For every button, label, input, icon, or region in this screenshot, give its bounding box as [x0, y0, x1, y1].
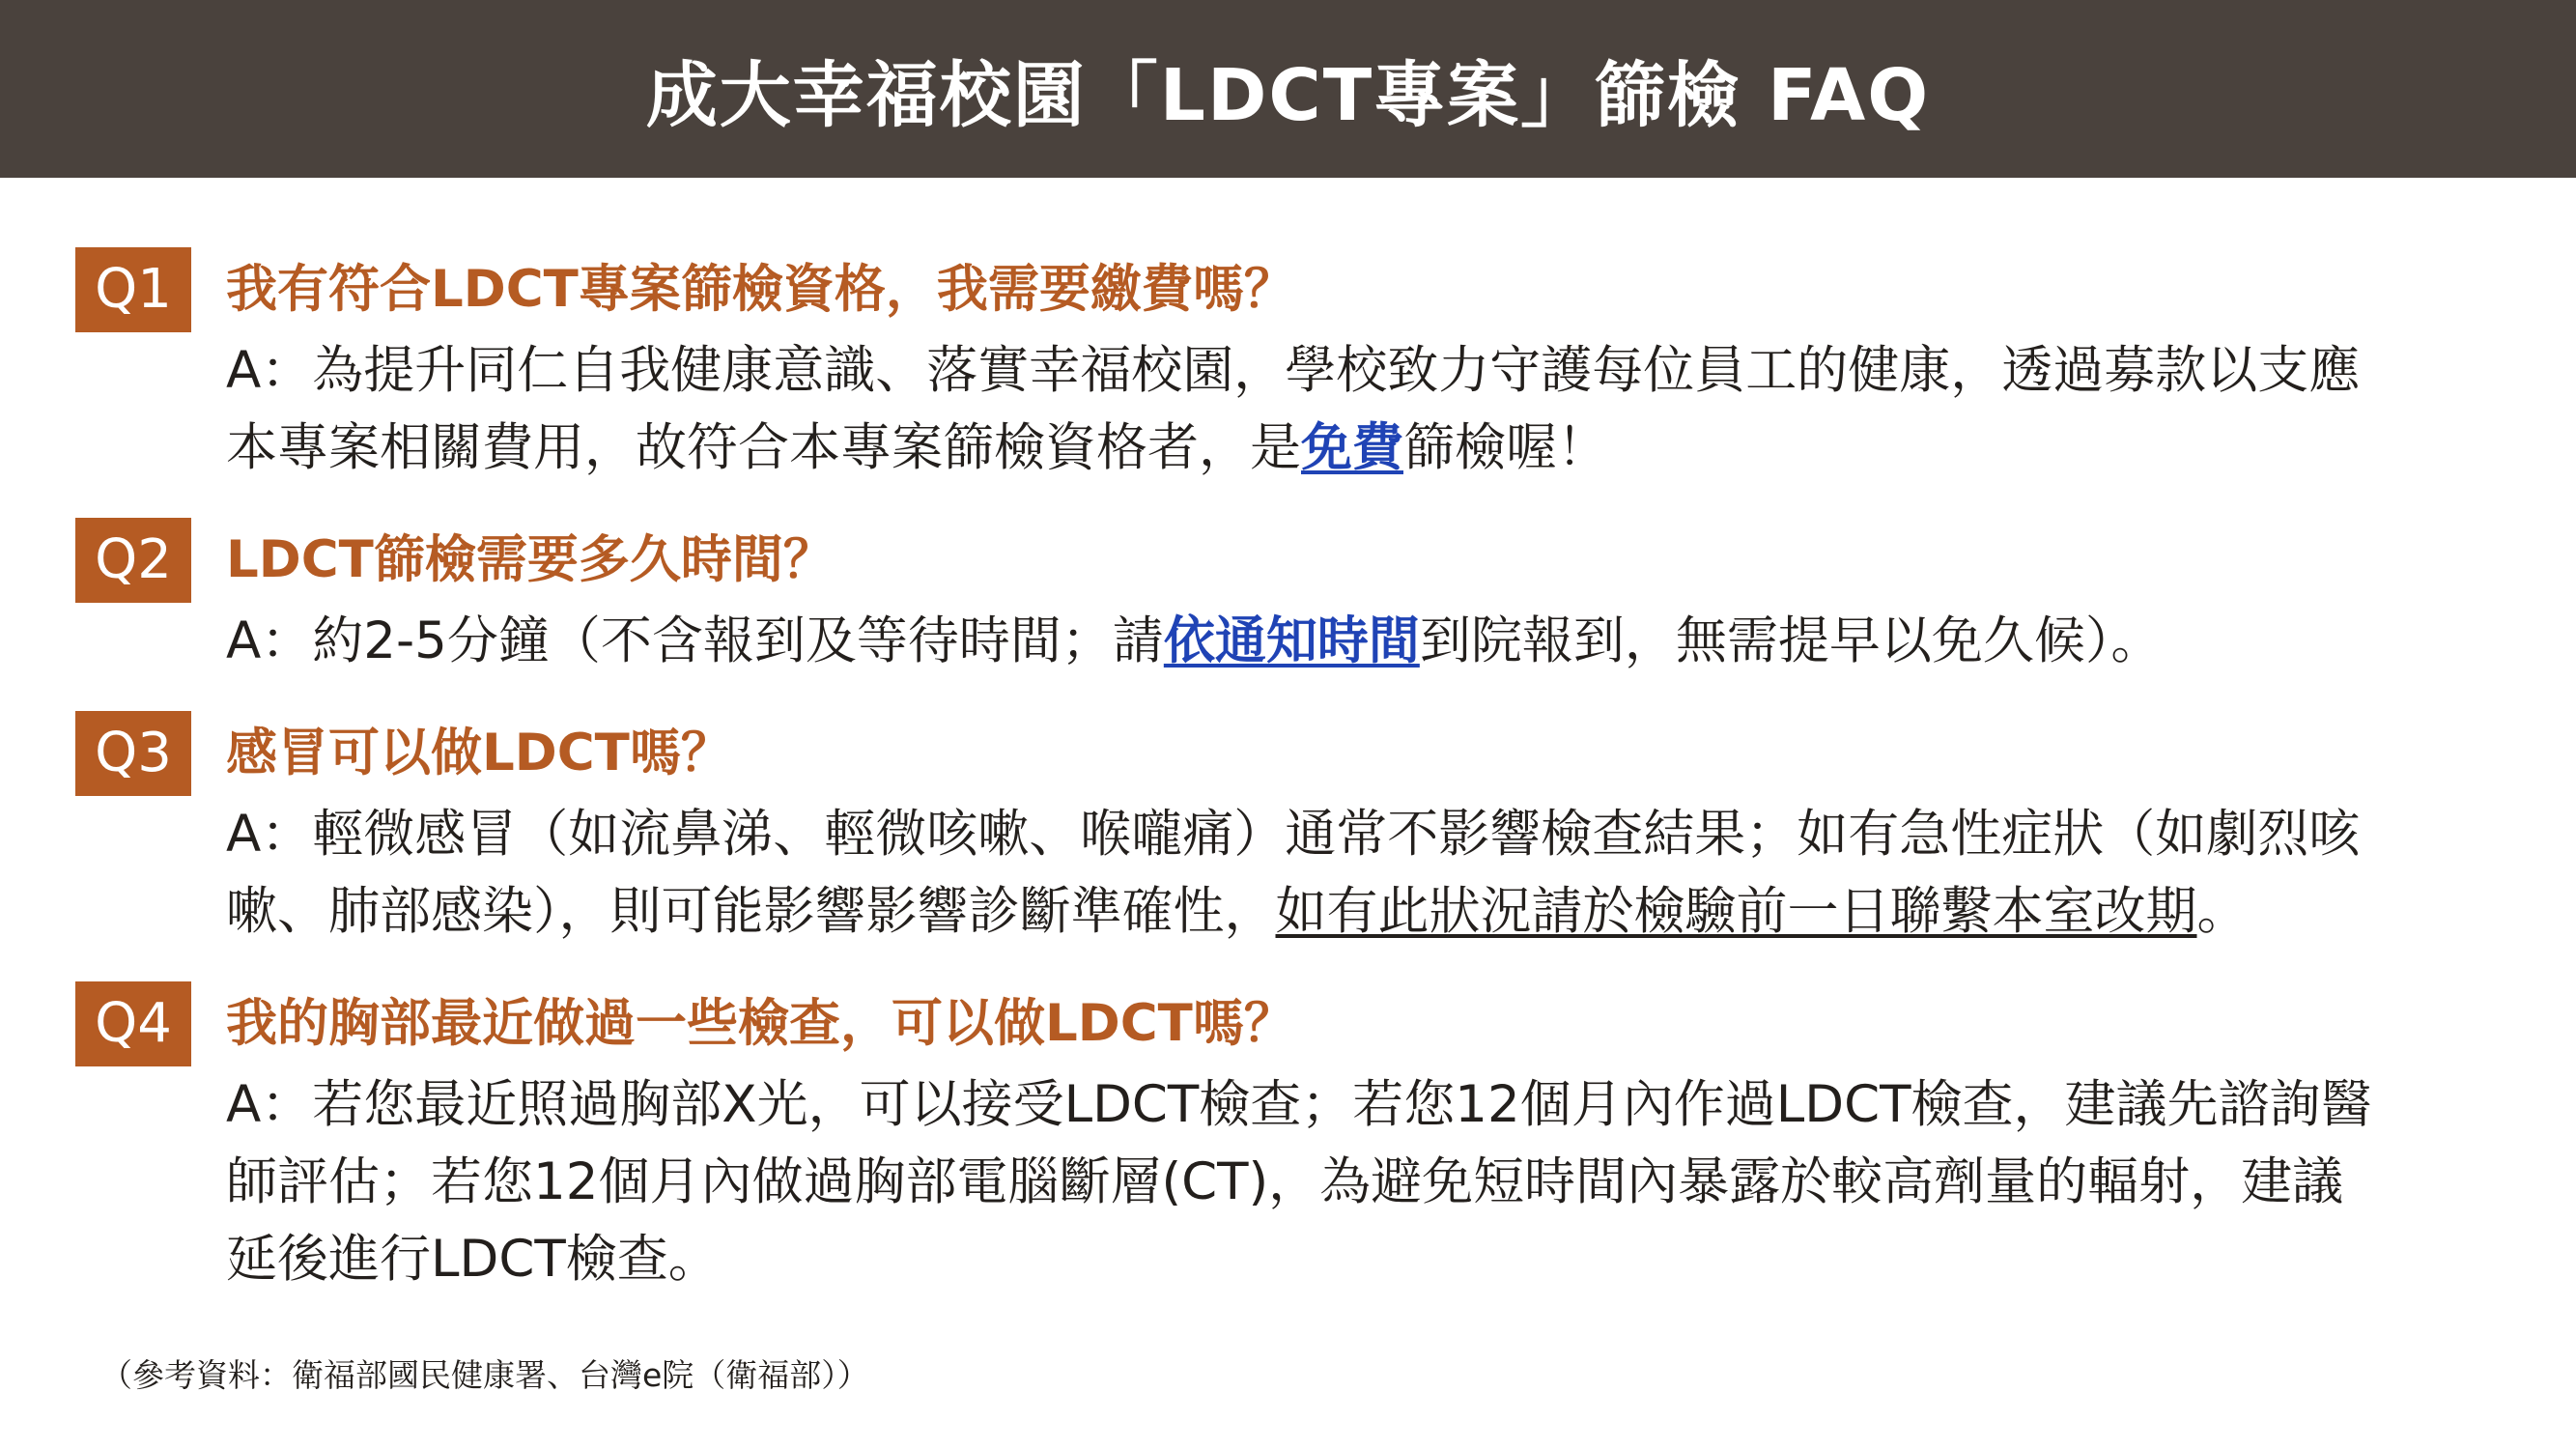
answer-line: A：若您最近照過胸部X光，可以接受LDCT檢查；若您12個月內作過LDCT檢查，建議先諮詢醫: [226, 1075, 2372, 1134]
highlight-notice-time: 依通知時間: [1163, 611, 1420, 670]
answer-line: [226, 873, 2467, 951]
question-badge: Q4: [75, 981, 191, 1066]
answer-text: [226, 332, 2467, 487]
answer-segment: 本專案相關費用，故符合本專案篩檢資格者，是: [226, 418, 1301, 477]
highlight-free: 免費: [1301, 418, 1403, 477]
answer-line: A：為提升同仁自我健康意識、落實幸福校園，學校致力守護每位員工的健康，透過募款以支應: [226, 341, 2361, 400]
answer-line: A：輕微感冒（如流鼻涕、輕微咳嗽、喉嚨痛）通常不影響檢查結果；如有急性症狀（如劇烈咳: [226, 805, 2361, 864]
answer-line: 師評估；若您12個月內做過胸部電腦斷層(CT)，為避免短時間內暴露於較高劑量的輻射，建議: [226, 1152, 2344, 1211]
page-title: 成大幸福校園「LDCT專案」篩檢 FAQ: [645, 54, 1931, 137]
answer-line: 延後進行LDCT檢查。: [226, 1230, 720, 1289]
question-badge: Q1: [75, 247, 191, 332]
answer-text: [226, 1066, 2467, 1298]
answer-line: [226, 410, 2467, 487]
question-text: 感冒可以做LDCT嗎？: [226, 724, 732, 782]
question-text: 我的胸部最近做過一些檢查，可以做LDCT嗎？: [226, 994, 1295, 1053]
question-text: 我有符合LDCT專案篩檢資格，我需要繳費嗎？: [226, 260, 1295, 319]
answer-segment: 。: [2196, 882, 2249, 941]
answer-line: [226, 603, 2467, 680]
underlined-reschedule-note: 如有此狀況請於檢驗前一日聯繫本室改期: [1275, 882, 2197, 941]
answer-segment: 篩檢喔！: [1403, 418, 1608, 477]
question-text: LDCT篩檢需要多久時間？: [226, 530, 835, 589]
answer-text: [226, 603, 2467, 680]
header-bar: [0, 0, 2576, 178]
answer-segment: 到院報到，無需提早以免久候）。: [1419, 611, 2163, 670]
answer-segment: 嗽、肺部感染），則可能影響影響診斷準確性，: [226, 882, 1276, 941]
question-badge: Q2: [75, 518, 191, 603]
reference-footnote: （參考資料：衛福部國民健康署、台灣e院（衛福部））: [100, 1356, 869, 1394]
question-badge: Q3: [75, 711, 191, 796]
answer-segment: A：約2-5分鐘（不含報到及等待時間；請: [226, 611, 1164, 670]
answer-text: [226, 796, 2467, 951]
